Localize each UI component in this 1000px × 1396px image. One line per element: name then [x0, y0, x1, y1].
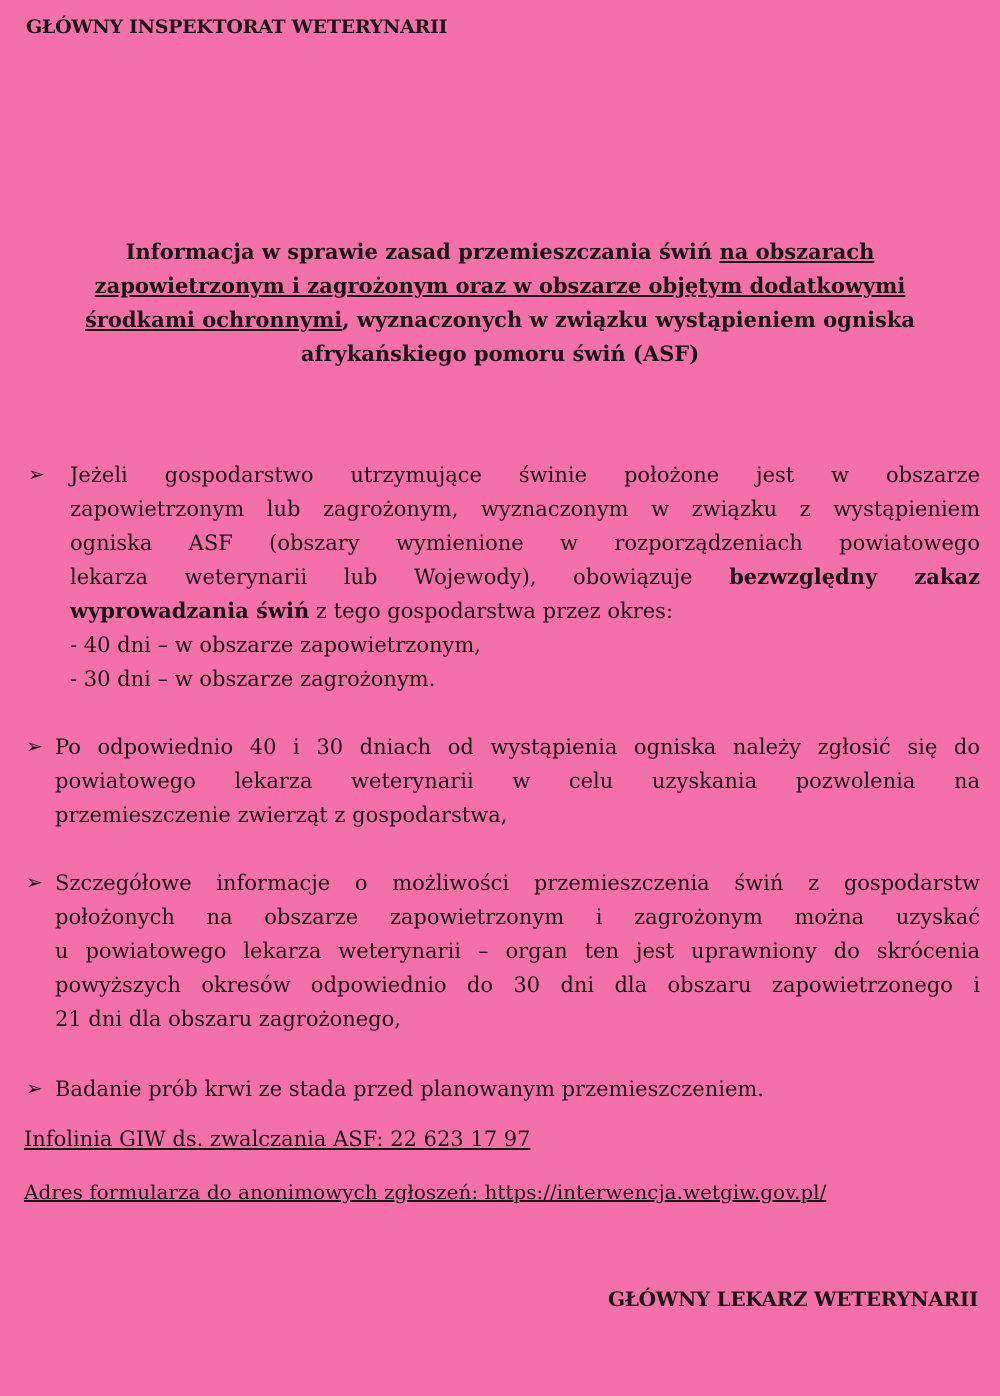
- text-segment: z tego gospodarstwa przez okres:: [309, 599, 674, 623]
- arrowhead-bullet-icon: ➢: [26, 870, 43, 894]
- bold-text: wyprowadzania świń: [70, 598, 310, 623]
- title-text: Informacja w sprawie zasad przemieszczania świń: [125, 239, 720, 264]
- text-line: ogniska ASF (obszary wymienione w rozporządzeniach powiatowego: [70, 531, 980, 555]
- bullet-item-2: [55, 730, 980, 832]
- arrowhead-bullet-icon: ➢: [28, 462, 45, 486]
- bullet-item-1: [70, 458, 980, 696]
- signature: GŁÓWNY LEKARZ WETERYNARII: [607, 1287, 978, 1311]
- text-segment: lekarza weterynarii lub Wojewody), obowiązuje: [70, 565, 730, 589]
- text-line: powyższych okresów odpowiednio do 30 dni dla obszaru zapowietrzonego i: [55, 973, 980, 997]
- text-line: - 40 dni – w obszarze zapowietrzonym,: [70, 633, 481, 657]
- title-text-underlined: zapowietrzonym i zagrożonym oraz w obszarze objętym dodatkowymi: [94, 273, 906, 298]
- text-line: przemieszczenie zwierząt z gospodarstwa,: [55, 803, 508, 827]
- report-form-address-link[interactable]: Adres formularza do anonimowych zgłoszeń: https://interwencja.wetgiw.gov.pl/: [24, 1180, 827, 1204]
- text-line: położonych na obszarze zapowietrzonym i zagrożonym można uzyskać: [55, 905, 980, 929]
- bullet-item-4: [55, 1072, 764, 1106]
- title-text-underlined: środkami ochronnymi: [84, 307, 343, 332]
- text-line: [70, 560, 980, 594]
- bold-text: bezwzględny zakaz: [729, 564, 980, 589]
- text-line: powiatowego lekarza weterynarii w celu uzyskania pozwolenia na: [55, 769, 980, 793]
- text-line: Szczegółowe informacje o możliwości przemieszczenia świń z gospodarstw: [55, 871, 980, 895]
- text-line: Badanie prób krwi ze stada przed planowanym przemieszczeniem.: [55, 1077, 764, 1101]
- title-text-underlined: na obszarach: [719, 239, 875, 264]
- arrowhead-bullet-icon: ➢: [26, 1076, 43, 1100]
- text-line: Po odpowiednio 40 i 30 dniach od wystąpienia ogniska należy zgłosić się do: [55, 735, 980, 759]
- title-text: , wyznaczonych w związku wystąpieniem ogniska: [342, 307, 916, 332]
- text-line: - 30 dni – w obszarze zagrożonym.: [70, 667, 436, 691]
- text-line: [70, 594, 980, 628]
- text-line: zapowietrzonym lub zagrożonym, wyznaczonym w związku z wystąpieniem: [70, 497, 980, 521]
- bullet-item-3: [55, 866, 980, 1036]
- issuer-header: GŁÓWNY INSPEKTORAT WETERYNARII: [26, 16, 448, 38]
- document-title: [20, 235, 980, 371]
- title-text: afrykańskiego pomoru świń (ASF): [300, 341, 700, 366]
- infoline-phone[interactable]: Infolinia GIW ds. zwalczania ASF: 22 623 17 97: [24, 1127, 531, 1151]
- text-line: u powiatowego lekarza weterynarii – organ ten jest uprawniony do skrócenia: [55, 939, 980, 963]
- text-line: Jeżeli gospodarstwo utrzymujące świnie położone jest w obszarze: [70, 463, 980, 487]
- arrowhead-bullet-icon: ➢: [26, 734, 43, 758]
- text-line: 21 dni dla obszaru zagrożonego,: [55, 1007, 401, 1031]
